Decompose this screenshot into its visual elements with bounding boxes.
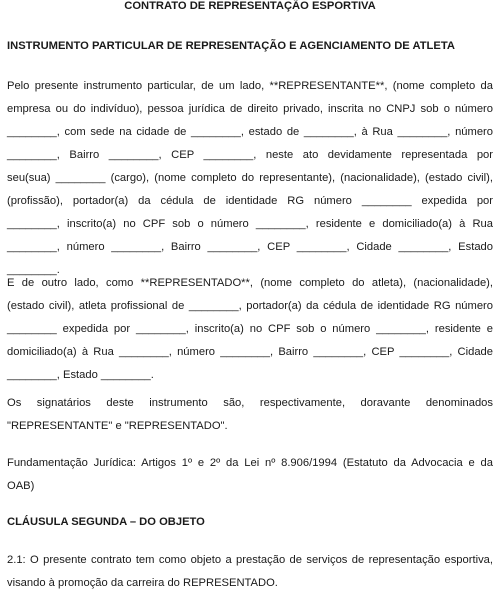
paragraph-line: ________, número ________, Bairro ________, CEP ________, Cidade ________, Estado: [7, 241, 493, 253]
paragraph-signatarios: [7, 392, 493, 438]
paragraph-line: seu(sua) ________ (cargo), (nome completo do representante), (nacionalidade), (estado civil),: [7, 172, 493, 184]
paragraph-line: empresa ou do indivíduo), pessoa jurídica de direito privado, inscrita no CNPJ sob o número: [7, 103, 493, 115]
document-title: CONTRATO DE REPRESENTAÇÃO ESPORTIVA: [124, 0, 376, 12]
paragraph-line: Os signatários deste instrumento são, respectivamente, doravante denominados: [7, 397, 493, 409]
paragraph-line: OAB): [7, 480, 35, 492]
instrument-heading: INSTRUMENTO PARTICULAR DE REPRESENTAÇÃO E AGENCIAMENTO DE ATLETA: [7, 40, 455, 52]
paragraph-line: ________, inscrito(a) no CPF sob o número ________, residente e domiciliado(a) à Rua: [7, 218, 493, 230]
clause-heading: CLÁUSULA SEGUNDA – DO OBJETO: [7, 516, 205, 528]
paragraph-line: Fundamentação Jurídica: Artigos 1º e 2º da Lei nº 8.906/1994 (Estatuto da Advocacia e da: [7, 457, 493, 469]
paragraph-line: 2.1: O presente contrato tem como objeto a prestação de serviços de representação esportiva,: [7, 554, 493, 566]
paragraph-line: (estado civil), atleta profissional de ________, portador(a) da cédula de identidade RG número: [7, 300, 493, 312]
paragraph-line: ________, com sede na cidade de ________, estado de ________, à Rua ________, número: [7, 126, 493, 138]
paragraph-line: "REPRESENTANTE" e "REPRESENTADO".: [7, 420, 228, 432]
paragraph-line: Pelo presente instrumento particular, de um lado, **REPRESENTANTE**, (nome completo da: [7, 80, 493, 92]
paragraph-line: ________, Estado ________.: [7, 369, 154, 381]
paragraph-line: ________.: [7, 264, 60, 276]
paragraph-objeto: [7, 549, 493, 595]
paragraph-fundamentacao: [7, 452, 493, 498]
paragraph-line: domiciliado(a) à Rua ________, número ________, Bairro ________, CEP ________, Cidade: [7, 346, 493, 358]
paragraph-line: E de outro lado, como **REPRESENTADO**, (nome completo do atleta), (nacionalidade),: [7, 277, 493, 289]
paragraph-line: ________ expedida por ________, inscrito(a) no CPF sob o número ________, residente e: [7, 323, 493, 335]
paragraph-line: (profissão), portador(a) da cédula de identidade RG número ________ expedida por: [7, 195, 493, 207]
paragraph-representado: [7, 272, 493, 387]
paragraph-line: ________, Bairro ________, CEP ________, neste ato devidamente representada por: [7, 149, 493, 161]
paragraph-line: visando à promoção da carreira do REPRESENTADO.: [7, 577, 278, 589]
paragraph-representante: [7, 75, 493, 282]
